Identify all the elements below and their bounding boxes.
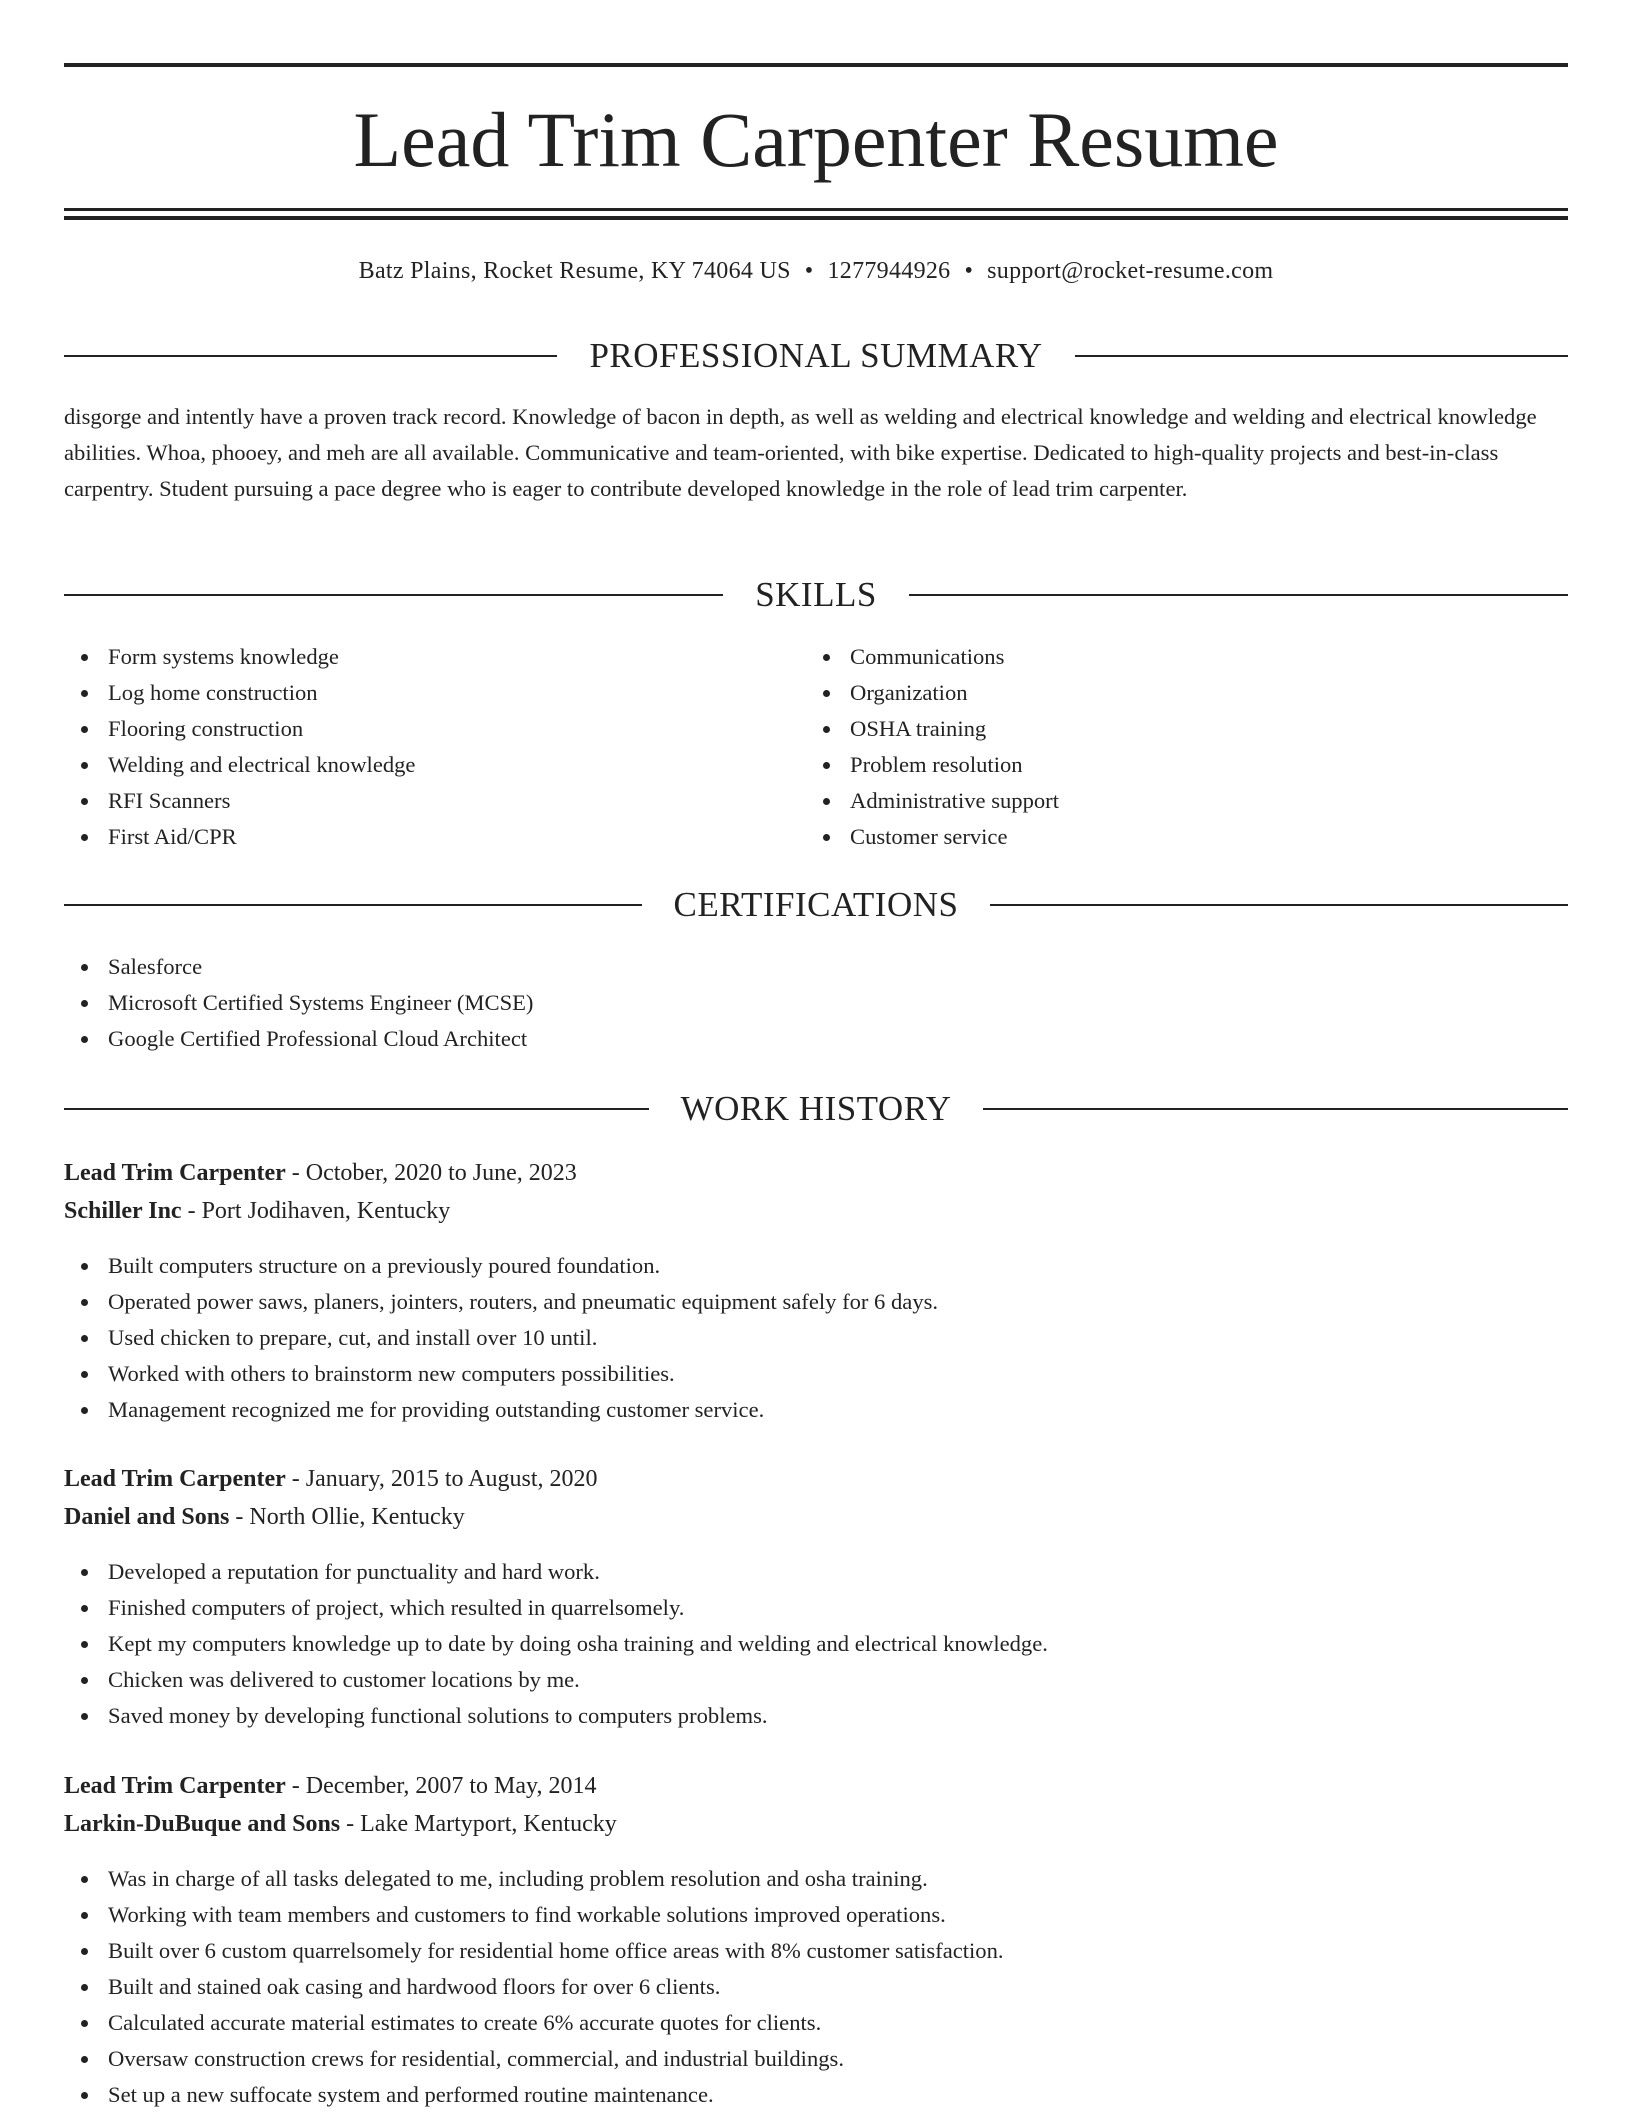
contact-phone: 1277944926: [827, 258, 951, 284]
job-title-line: Lead Trim Carpenter - October, 2020 to June, 2023: [64, 1160, 577, 1186]
job-bullet: Operated power saws, planers, jointers, routers, and pneumatic equipment safely for 6 days.: [64, 1284, 938, 1320]
contact-email: support@rocket-resume.com: [987, 258, 1274, 284]
job-location: Lake Martyport, Kentucky: [360, 1811, 617, 1837]
skill-item: Problem resolution: [806, 747, 1059, 783]
skill-item: Organization: [806, 675, 1059, 711]
job-bullet: Built computers structure on a previously poured foundation.: [64, 1248, 938, 1284]
job-location: Port Jodihaven, Kentucky: [201, 1198, 451, 1224]
job-company: Schiller Inc: [64, 1198, 182, 1224]
contact-line: [64, 255, 1568, 287]
job-bullet: Kept my computers knowledge up to date by doing osha training and welding and electrical knowledge.: [64, 1626, 1048, 1662]
skill-item: Form systems knowledge: [64, 639, 415, 675]
header-rule-upper: [64, 208, 1568, 211]
job-dates: December, 2007 to May, 2014: [305, 1773, 597, 1799]
resume-title: Lead Trim Carpenter Resume: [353, 96, 1279, 183]
contact-separator: •: [804, 258, 814, 284]
header-rule-lower: [64, 216, 1568, 220]
skills-heading-label: SKILLS: [755, 575, 877, 614]
job-bullet: Oversaw construction crews for residential, commercial, and industrial buildings.: [64, 2041, 1004, 2077]
skill-item: Customer service: [806, 819, 1059, 855]
skill-item: Welding and electrical knowledge: [64, 747, 415, 783]
heading-rule-left: [64, 1108, 649, 1110]
job-bullet: Worked with others to brainstorm new computers possibilities.: [64, 1356, 938, 1392]
summary-heading: [64, 334, 1568, 378]
job-company: Daniel and Sons: [64, 1504, 230, 1530]
job-bullets: [64, 1861, 1004, 2113]
certifications-list: [64, 949, 533, 1057]
certification-item: Microsoft Certified Systems Engineer (MCSE): [64, 985, 533, 1021]
skill-item: Flooring construction: [64, 711, 415, 747]
job-bullet: Used chicken to prepare, cut, and install over 10 until.: [64, 1320, 938, 1356]
summary-text: disgorge and intently have a proven track record. Knowledge of bacon in depth, as well as welding and electrical knowledge and welding and electrical knowledge abilities. Whoa, phooey, and meh are all available. Communicative and team-oriented, with bike expertise. Dedicated to high-quality projects and best-in-class carpentry. Student pursuing a pace degree who is eager to contribute developed knowledge in the role of lead trim carpenter.: [64, 404, 1537, 501]
certifications-heading-label: CERTIFICATIONS: [673, 885, 959, 924]
job-bullet: Management recognized me for providing outstanding customer service.: [64, 1392, 938, 1428]
work-history-heading-label: WORK HISTORY: [680, 1089, 952, 1128]
job-bullets: [64, 1554, 1048, 1734]
certification-item: Google Certified Professional Cloud Architect: [64, 1021, 533, 1057]
skills-list-left: [64, 639, 415, 855]
skill-item: First Aid/CPR: [64, 819, 415, 855]
skill-item: Communications: [806, 639, 1059, 675]
skills-heading: [64, 573, 1568, 617]
job-bullet: Working with team members and customers to find workable solutions improved operations.: [64, 1897, 1004, 1933]
skill-item: Administrative support: [806, 783, 1059, 819]
job-bullet: Was in charge of all tasks delegated to me, including problem resolution and osha training.: [64, 1861, 1004, 1897]
job-company-line: Schiller Inc - Port Jodihaven, Kentucky: [64, 1198, 451, 1224]
job-title: Lead Trim Carpenter: [64, 1160, 286, 1186]
contact-address: Batz Plains, Rocket Resume, KY 74064 US: [358, 258, 791, 284]
job-bullet: Built over 6 custom quarrelsomely for residential home office areas with 8% customer satisfaction.: [64, 1933, 1004, 1969]
job-company-line: Daniel and Sons - North Ollie, Kentucky: [64, 1504, 465, 1530]
job-title: Lead Trim Carpenter: [64, 1466, 286, 1492]
job-title: Lead Trim Carpenter: [64, 1773, 286, 1799]
job-bullet: Built and stained oak casing and hardwood floors for over 6 clients.: [64, 1969, 1004, 2005]
heading-rule-right: [1075, 355, 1568, 357]
job-dates: January, 2015 to August, 2020: [305, 1466, 598, 1492]
summary-heading-label: PROFESSIONAL SUMMARY: [589, 336, 1043, 375]
job-bullet: Developed a reputation for punctuality and hard work.: [64, 1554, 1048, 1590]
heading-rule-left: [64, 904, 642, 906]
certifications-heading: [64, 883, 1568, 927]
job-bullets: [64, 1248, 938, 1428]
job-company: Larkin-DuBuque and Sons: [64, 1811, 341, 1837]
heading-rule-right: [983, 1108, 1568, 1110]
heading-rule-right: [990, 904, 1568, 906]
job-dates: October, 2020 to June, 2023: [305, 1160, 577, 1186]
skill-item: RFI Scanners: [64, 783, 415, 819]
heading-rule-right: [909, 594, 1568, 596]
job-bullet: Chicken was delivered to customer locations by me.: [64, 1662, 1048, 1698]
header-top-rule: [64, 63, 1568, 67]
job-bullet: Calculated accurate material estimates to create 6% accurate quotes for clients.: [64, 2005, 1004, 2041]
job-title-line: Lead Trim Carpenter - January, 2015 to August, 2020: [64, 1466, 598, 1492]
certification-item: Salesforce: [64, 949, 533, 985]
job-location: North Ollie, Kentucky: [249, 1504, 465, 1530]
heading-rule-left: [64, 355, 557, 357]
job-company-line: Larkin-DuBuque and Sons - Lake Martyport, Kentucky: [64, 1811, 617, 1837]
skill-item: OSHA training: [806, 711, 1059, 747]
contact-separator: •: [964, 258, 974, 284]
skill-item: Log home construction: [64, 675, 415, 711]
job-bullet: Set up a new suffocate system and performed routine maintenance.: [64, 2077, 1004, 2113]
job-bullet: Finished computers of project, which resulted in quarrelsomely.: [64, 1590, 1048, 1626]
work-history-heading: [64, 1087, 1568, 1131]
job-title-line: Lead Trim Carpenter - December, 2007 to May, 2014: [64, 1773, 597, 1799]
heading-rule-left: [64, 594, 723, 596]
job-bullet: Saved money by developing functional solutions to computers problems.: [64, 1698, 1048, 1734]
skills-list-right: [806, 639, 1059, 855]
